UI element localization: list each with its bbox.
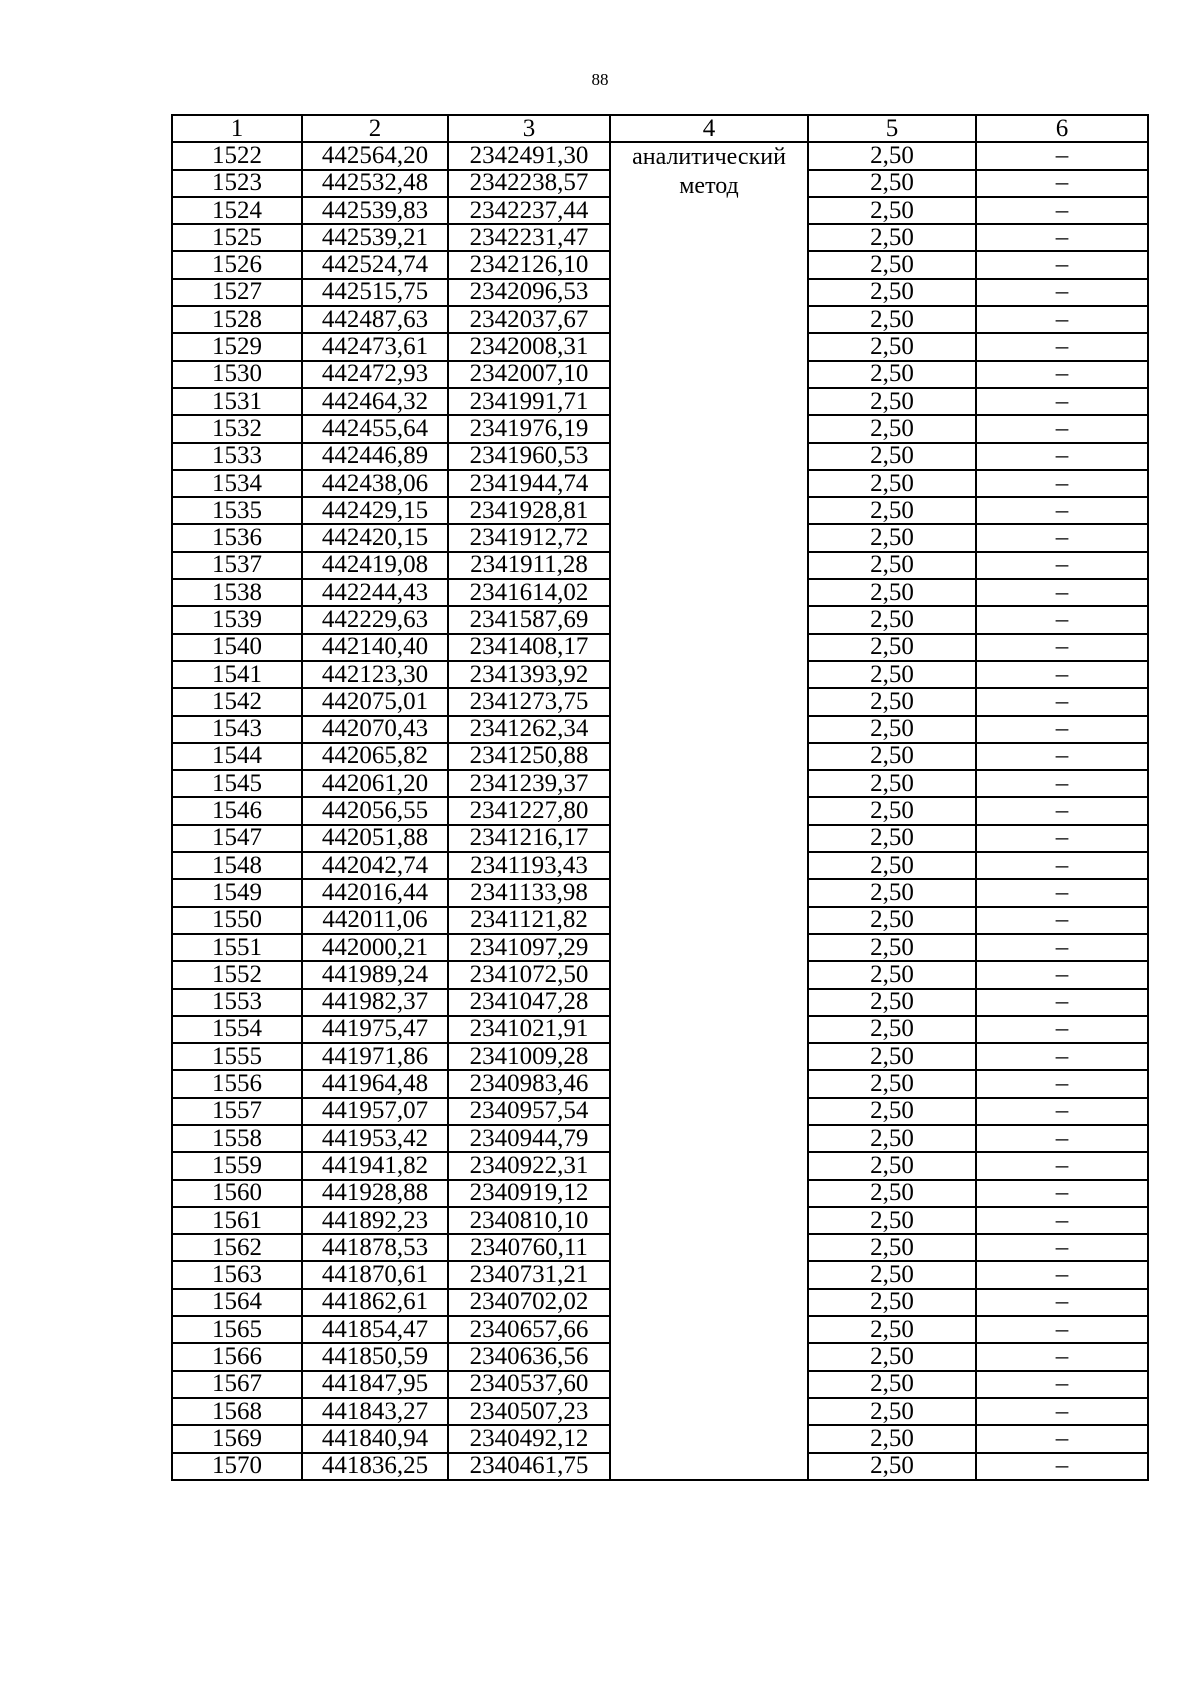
point-number-cell: 1527 bbox=[172, 279, 302, 306]
y-coordinate-cell: 2340810,10 bbox=[448, 1207, 610, 1234]
x-coordinate-cell: 441850,59 bbox=[302, 1343, 448, 1370]
point-number-cell: 1568 bbox=[172, 1398, 302, 1425]
x-coordinate-cell: 442446,89 bbox=[302, 443, 448, 470]
y-coordinate-cell: 2342231,47 bbox=[448, 224, 610, 251]
x-coordinate-cell: 441892,23 bbox=[302, 1207, 448, 1234]
note-cell: – bbox=[976, 797, 1148, 824]
y-coordinate-cell: 2340944,79 bbox=[448, 1125, 610, 1152]
note-cell: – bbox=[976, 197, 1148, 224]
x-coordinate-cell: 441847,95 bbox=[302, 1371, 448, 1398]
point-number-cell: 1544 bbox=[172, 743, 302, 770]
point-number-cell: 1560 bbox=[172, 1180, 302, 1207]
y-coordinate-cell: 2341133,98 bbox=[448, 879, 610, 906]
x-coordinate-cell: 442051,88 bbox=[302, 825, 448, 852]
x-coordinate-cell: 442070,43 bbox=[302, 716, 448, 743]
y-coordinate-cell: 2341239,37 bbox=[448, 770, 610, 797]
point-number-cell: 1532 bbox=[172, 415, 302, 442]
y-coordinate-cell: 2342096,53 bbox=[448, 279, 610, 306]
x-coordinate-cell: 442061,20 bbox=[302, 770, 448, 797]
accuracy-cell: 2,50 bbox=[808, 251, 976, 278]
y-coordinate-cell: 2340922,31 bbox=[448, 1152, 610, 1179]
y-coordinate-cell: 2341960,53 bbox=[448, 443, 610, 470]
point-number-cell: 1535 bbox=[172, 497, 302, 524]
accuracy-cell: 2,50 bbox=[808, 1289, 976, 1316]
point-number-cell: 1536 bbox=[172, 524, 302, 551]
method-cell: аналитический метод bbox=[610, 142, 808, 1480]
accuracy-cell: 2,50 bbox=[808, 224, 976, 251]
accuracy-cell: 2,50 bbox=[808, 579, 976, 606]
note-cell: – bbox=[976, 1371, 1148, 1398]
note-cell: – bbox=[976, 634, 1148, 661]
note-cell: – bbox=[976, 1125, 1148, 1152]
note-cell: – bbox=[976, 1398, 1148, 1425]
point-number-cell: 1525 bbox=[172, 224, 302, 251]
note-cell: – bbox=[976, 1207, 1148, 1234]
y-coordinate-cell: 2340983,46 bbox=[448, 1070, 610, 1097]
accuracy-cell: 2,50 bbox=[808, 852, 976, 879]
y-coordinate-cell: 2341911,28 bbox=[448, 552, 610, 579]
x-coordinate-cell: 442539,21 bbox=[302, 224, 448, 251]
point-number-cell: 1529 bbox=[172, 333, 302, 360]
x-coordinate-cell: 441971,86 bbox=[302, 1043, 448, 1070]
accuracy-cell: 2,50 bbox=[808, 1043, 976, 1070]
x-coordinate-cell: 442438,06 bbox=[302, 470, 448, 497]
y-coordinate-cell: 2341047,28 bbox=[448, 989, 610, 1016]
note-cell: – bbox=[976, 1289, 1148, 1316]
x-coordinate-cell: 441928,88 bbox=[302, 1180, 448, 1207]
x-coordinate-cell: 441854,47 bbox=[302, 1316, 448, 1343]
x-coordinate-cell: 441964,48 bbox=[302, 1070, 448, 1097]
note-cell: – bbox=[976, 907, 1148, 934]
accuracy-cell: 2,50 bbox=[808, 1016, 976, 1043]
x-coordinate-cell: 442524,74 bbox=[302, 251, 448, 278]
y-coordinate-cell: 2340919,12 bbox=[448, 1180, 610, 1207]
x-coordinate-cell: 441840,94 bbox=[302, 1425, 448, 1452]
point-number-cell: 1556 bbox=[172, 1070, 302, 1097]
x-coordinate-cell: 442564,20 bbox=[302, 142, 448, 169]
point-number-cell: 1543 bbox=[172, 716, 302, 743]
accuracy-cell: 2,50 bbox=[808, 688, 976, 715]
note-cell: – bbox=[976, 1425, 1148, 1452]
x-coordinate-cell: 441862,61 bbox=[302, 1289, 448, 1316]
x-coordinate-cell: 442532,48 bbox=[302, 170, 448, 197]
note-cell: – bbox=[976, 688, 1148, 715]
note-cell: – bbox=[976, 879, 1148, 906]
point-number-cell: 1569 bbox=[172, 1425, 302, 1452]
note-cell: – bbox=[976, 443, 1148, 470]
x-coordinate-cell: 442472,93 bbox=[302, 361, 448, 388]
note-cell: – bbox=[976, 552, 1148, 579]
point-number-cell: 1565 bbox=[172, 1316, 302, 1343]
point-number-cell: 1570 bbox=[172, 1453, 302, 1480]
point-number-cell: 1564 bbox=[172, 1289, 302, 1316]
accuracy-cell: 2,50 bbox=[808, 1234, 976, 1261]
y-coordinate-cell: 2341009,28 bbox=[448, 1043, 610, 1070]
x-coordinate-cell: 441941,82 bbox=[302, 1152, 448, 1179]
point-number-cell: 1553 bbox=[172, 989, 302, 1016]
y-coordinate-cell: 2341227,80 bbox=[448, 797, 610, 824]
y-coordinate-cell: 2340957,54 bbox=[448, 1098, 610, 1125]
point-number-cell: 1537 bbox=[172, 552, 302, 579]
page-number: 88 bbox=[591, 70, 609, 89]
x-coordinate-cell: 442056,55 bbox=[302, 797, 448, 824]
note-cell: – bbox=[976, 142, 1148, 169]
note-cell: – bbox=[976, 279, 1148, 306]
accuracy-cell: 2,50 bbox=[808, 661, 976, 688]
y-coordinate-cell: 2340760,11 bbox=[448, 1234, 610, 1261]
note-cell: – bbox=[976, 1180, 1148, 1207]
point-number-cell: 1528 bbox=[172, 306, 302, 333]
x-coordinate-cell: 442140,40 bbox=[302, 634, 448, 661]
note-cell: – bbox=[976, 852, 1148, 879]
y-coordinate-cell: 2340461,75 bbox=[448, 1453, 610, 1480]
x-coordinate-cell: 442420,15 bbox=[302, 524, 448, 551]
y-coordinate-cell: 2341216,17 bbox=[448, 825, 610, 852]
note-cell: – bbox=[976, 1098, 1148, 1125]
accuracy-cell: 2,50 bbox=[808, 797, 976, 824]
column-header: 2 bbox=[302, 115, 448, 142]
x-coordinate-cell: 442011,06 bbox=[302, 907, 448, 934]
accuracy-cell: 2,50 bbox=[808, 606, 976, 633]
point-number-cell: 1539 bbox=[172, 606, 302, 633]
note-cell: – bbox=[976, 1261, 1148, 1288]
x-coordinate-cell: 442539,83 bbox=[302, 197, 448, 224]
accuracy-cell: 2,50 bbox=[808, 825, 976, 852]
note-cell: – bbox=[976, 524, 1148, 551]
point-number-cell: 1562 bbox=[172, 1234, 302, 1261]
x-coordinate-cell: 441870,61 bbox=[302, 1261, 448, 1288]
column-header: 4 bbox=[610, 115, 808, 142]
accuracy-cell: 2,50 bbox=[808, 333, 976, 360]
x-coordinate-cell: 441957,07 bbox=[302, 1098, 448, 1125]
accuracy-cell: 2,50 bbox=[808, 388, 976, 415]
accuracy-cell: 2,50 bbox=[808, 524, 976, 551]
note-cell: – bbox=[976, 1316, 1148, 1343]
accuracy-cell: 2,50 bbox=[808, 1425, 976, 1452]
y-coordinate-cell: 2341393,92 bbox=[448, 661, 610, 688]
note-cell: – bbox=[976, 1453, 1148, 1480]
note-cell: – bbox=[976, 170, 1148, 197]
accuracy-cell: 2,50 bbox=[808, 443, 976, 470]
note-cell: – bbox=[976, 989, 1148, 1016]
y-coordinate-cell: 2342238,57 bbox=[448, 170, 610, 197]
point-number-cell: 1547 bbox=[172, 825, 302, 852]
point-number-cell: 1561 bbox=[172, 1207, 302, 1234]
accuracy-cell: 2,50 bbox=[808, 961, 976, 988]
column-header: 5 bbox=[808, 115, 976, 142]
accuracy-cell: 2,50 bbox=[808, 1261, 976, 1288]
point-number-cell: 1541 bbox=[172, 661, 302, 688]
point-number-cell: 1533 bbox=[172, 443, 302, 470]
y-coordinate-cell: 2341976,19 bbox=[448, 415, 610, 442]
point-number-cell: 1557 bbox=[172, 1098, 302, 1125]
x-coordinate-cell: 442000,21 bbox=[302, 934, 448, 961]
x-coordinate-cell: 442429,15 bbox=[302, 497, 448, 524]
point-number-cell: 1551 bbox=[172, 934, 302, 961]
y-coordinate-cell: 2340507,23 bbox=[448, 1398, 610, 1425]
accuracy-cell: 2,50 bbox=[808, 879, 976, 906]
note-cell: – bbox=[976, 1043, 1148, 1070]
y-coordinate-cell: 2340657,66 bbox=[448, 1316, 610, 1343]
note-cell: – bbox=[976, 661, 1148, 688]
accuracy-cell: 2,50 bbox=[808, 716, 976, 743]
y-coordinate-cell: 2342126,10 bbox=[448, 251, 610, 278]
x-coordinate-cell: 441836,25 bbox=[302, 1453, 448, 1480]
note-cell: – bbox=[976, 1234, 1148, 1261]
x-coordinate-cell: 441989,24 bbox=[302, 961, 448, 988]
accuracy-cell: 2,50 bbox=[808, 497, 976, 524]
y-coordinate-cell: 2342491,30 bbox=[448, 142, 610, 169]
y-coordinate-cell: 2342007,10 bbox=[448, 361, 610, 388]
accuracy-cell: 2,50 bbox=[808, 934, 976, 961]
point-number-cell: 1546 bbox=[172, 797, 302, 824]
column-header: 1 bbox=[172, 115, 302, 142]
y-coordinate-cell: 2342008,31 bbox=[448, 333, 610, 360]
y-coordinate-cell: 2341944,74 bbox=[448, 470, 610, 497]
y-coordinate-cell: 2342237,44 bbox=[448, 197, 610, 224]
accuracy-cell: 2,50 bbox=[808, 907, 976, 934]
y-coordinate-cell: 2341912,72 bbox=[448, 524, 610, 551]
x-coordinate-cell: 442455,64 bbox=[302, 415, 448, 442]
accuracy-cell: 2,50 bbox=[808, 1125, 976, 1152]
note-cell: – bbox=[976, 825, 1148, 852]
column-header: 3 bbox=[448, 115, 610, 142]
x-coordinate-cell: 442515,75 bbox=[302, 279, 448, 306]
accuracy-cell: 2,50 bbox=[808, 361, 976, 388]
y-coordinate-cell: 2341072,50 bbox=[448, 961, 610, 988]
accuracy-cell: 2,50 bbox=[808, 1371, 976, 1398]
accuracy-cell: 2,50 bbox=[808, 470, 976, 497]
x-coordinate-cell: 442473,61 bbox=[302, 333, 448, 360]
point-number-cell: 1538 bbox=[172, 579, 302, 606]
x-coordinate-cell: 442464,32 bbox=[302, 388, 448, 415]
point-number-cell: 1522 bbox=[172, 142, 302, 169]
point-number-cell: 1523 bbox=[172, 170, 302, 197]
x-coordinate-cell: 442042,74 bbox=[302, 852, 448, 879]
x-coordinate-cell: 441878,53 bbox=[302, 1234, 448, 1261]
x-coordinate-cell: 442244,43 bbox=[302, 579, 448, 606]
note-cell: – bbox=[976, 333, 1148, 360]
note-cell: – bbox=[976, 961, 1148, 988]
x-coordinate-cell: 441975,47 bbox=[302, 1016, 448, 1043]
accuracy-cell: 2,50 bbox=[808, 170, 976, 197]
point-number-cell: 1563 bbox=[172, 1261, 302, 1288]
point-number-cell: 1542 bbox=[172, 688, 302, 715]
note-cell: – bbox=[976, 770, 1148, 797]
accuracy-cell: 2,50 bbox=[808, 306, 976, 333]
x-coordinate-cell: 442123,30 bbox=[302, 661, 448, 688]
x-coordinate-cell: 442016,44 bbox=[302, 879, 448, 906]
y-coordinate-cell: 2341273,75 bbox=[448, 688, 610, 715]
note-cell: – bbox=[976, 1070, 1148, 1097]
accuracy-cell: 2,50 bbox=[808, 415, 976, 442]
point-number-cell: 1545 bbox=[172, 770, 302, 797]
y-coordinate-cell: 2340492,12 bbox=[448, 1425, 610, 1452]
note-cell: – bbox=[976, 1016, 1148, 1043]
y-coordinate-cell: 2341928,81 bbox=[448, 497, 610, 524]
accuracy-cell: 2,50 bbox=[808, 1098, 976, 1125]
accuracy-cell: 2,50 bbox=[808, 1180, 976, 1207]
note-cell: – bbox=[976, 388, 1148, 415]
table-row bbox=[172, 142, 1148, 169]
point-number-cell: 1524 bbox=[172, 197, 302, 224]
accuracy-cell: 2,50 bbox=[808, 279, 976, 306]
y-coordinate-cell: 2340636,56 bbox=[448, 1343, 610, 1370]
note-cell: – bbox=[976, 415, 1148, 442]
point-number-cell: 1534 bbox=[172, 470, 302, 497]
y-coordinate-cell: 2341250,88 bbox=[448, 743, 610, 770]
note-cell: – bbox=[976, 306, 1148, 333]
point-number-cell: 1549 bbox=[172, 879, 302, 906]
accuracy-cell: 2,50 bbox=[808, 1316, 976, 1343]
coordinates-table bbox=[171, 114, 1149, 1481]
y-coordinate-cell: 2342037,67 bbox=[448, 306, 610, 333]
x-coordinate-cell: 442229,63 bbox=[302, 606, 448, 633]
y-coordinate-cell: 2341121,82 bbox=[448, 907, 610, 934]
note-cell: – bbox=[976, 224, 1148, 251]
x-coordinate-cell: 441982,37 bbox=[302, 989, 448, 1016]
accuracy-cell: 2,50 bbox=[808, 1152, 976, 1179]
accuracy-cell: 2,50 bbox=[808, 1453, 976, 1480]
accuracy-cell: 2,50 bbox=[808, 634, 976, 661]
y-coordinate-cell: 2341021,91 bbox=[448, 1016, 610, 1043]
point-number-cell: 1555 bbox=[172, 1043, 302, 1070]
point-number-cell: 1554 bbox=[172, 1016, 302, 1043]
point-number-cell: 1558 bbox=[172, 1125, 302, 1152]
accuracy-cell: 2,50 bbox=[808, 989, 976, 1016]
x-coordinate-cell: 441953,42 bbox=[302, 1125, 448, 1152]
y-coordinate-cell: 2341193,43 bbox=[448, 852, 610, 879]
point-number-cell: 1567 bbox=[172, 1371, 302, 1398]
note-cell: – bbox=[976, 470, 1148, 497]
accuracy-cell: 2,50 bbox=[808, 197, 976, 224]
table-body bbox=[172, 115, 1148, 1480]
y-coordinate-cell: 2341408,17 bbox=[448, 634, 610, 661]
note-cell: – bbox=[976, 1152, 1148, 1179]
y-coordinate-cell: 2341262,34 bbox=[448, 716, 610, 743]
y-coordinate-cell: 2341097,29 bbox=[448, 934, 610, 961]
point-number-cell: 1552 bbox=[172, 961, 302, 988]
accuracy-cell: 2,50 bbox=[808, 552, 976, 579]
y-coordinate-cell: 2341991,71 bbox=[448, 388, 610, 415]
note-cell: – bbox=[976, 934, 1148, 961]
accuracy-cell: 2,50 bbox=[808, 1343, 976, 1370]
accuracy-cell: 2,50 bbox=[808, 142, 976, 169]
note-cell: – bbox=[976, 251, 1148, 278]
point-number-cell: 1540 bbox=[172, 634, 302, 661]
point-number-cell: 1531 bbox=[172, 388, 302, 415]
y-coordinate-cell: 2340731,21 bbox=[448, 1261, 610, 1288]
note-cell: – bbox=[976, 361, 1148, 388]
point-number-cell: 1526 bbox=[172, 251, 302, 278]
column-header: 6 bbox=[976, 115, 1148, 142]
x-coordinate-cell: 441843,27 bbox=[302, 1398, 448, 1425]
point-number-cell: 1559 bbox=[172, 1152, 302, 1179]
y-coordinate-cell: 2341587,69 bbox=[448, 606, 610, 633]
accuracy-cell: 2,50 bbox=[808, 1070, 976, 1097]
accuracy-cell: 2,50 bbox=[808, 743, 976, 770]
note-cell: – bbox=[976, 579, 1148, 606]
x-coordinate-cell: 442065,82 bbox=[302, 743, 448, 770]
x-coordinate-cell: 442419,08 bbox=[302, 552, 448, 579]
accuracy-cell: 2,50 bbox=[808, 1398, 976, 1425]
table-header-row bbox=[172, 115, 1148, 142]
accuracy-cell: 2,50 bbox=[808, 1207, 976, 1234]
y-coordinate-cell: 2340702,02 bbox=[448, 1289, 610, 1316]
point-number-cell: 1550 bbox=[172, 907, 302, 934]
point-number-cell: 1566 bbox=[172, 1343, 302, 1370]
x-coordinate-cell: 442487,63 bbox=[302, 306, 448, 333]
note-cell: – bbox=[976, 716, 1148, 743]
point-number-cell: 1548 bbox=[172, 852, 302, 879]
note-cell: – bbox=[976, 743, 1148, 770]
y-coordinate-cell: 2340537,60 bbox=[448, 1371, 610, 1398]
note-cell: – bbox=[976, 497, 1148, 524]
point-number-cell: 1530 bbox=[172, 361, 302, 388]
note-cell: – bbox=[976, 606, 1148, 633]
note-cell: – bbox=[976, 1343, 1148, 1370]
x-coordinate-cell: 442075,01 bbox=[302, 688, 448, 715]
y-coordinate-cell: 2341614,02 bbox=[448, 579, 610, 606]
accuracy-cell: 2,50 bbox=[808, 770, 976, 797]
